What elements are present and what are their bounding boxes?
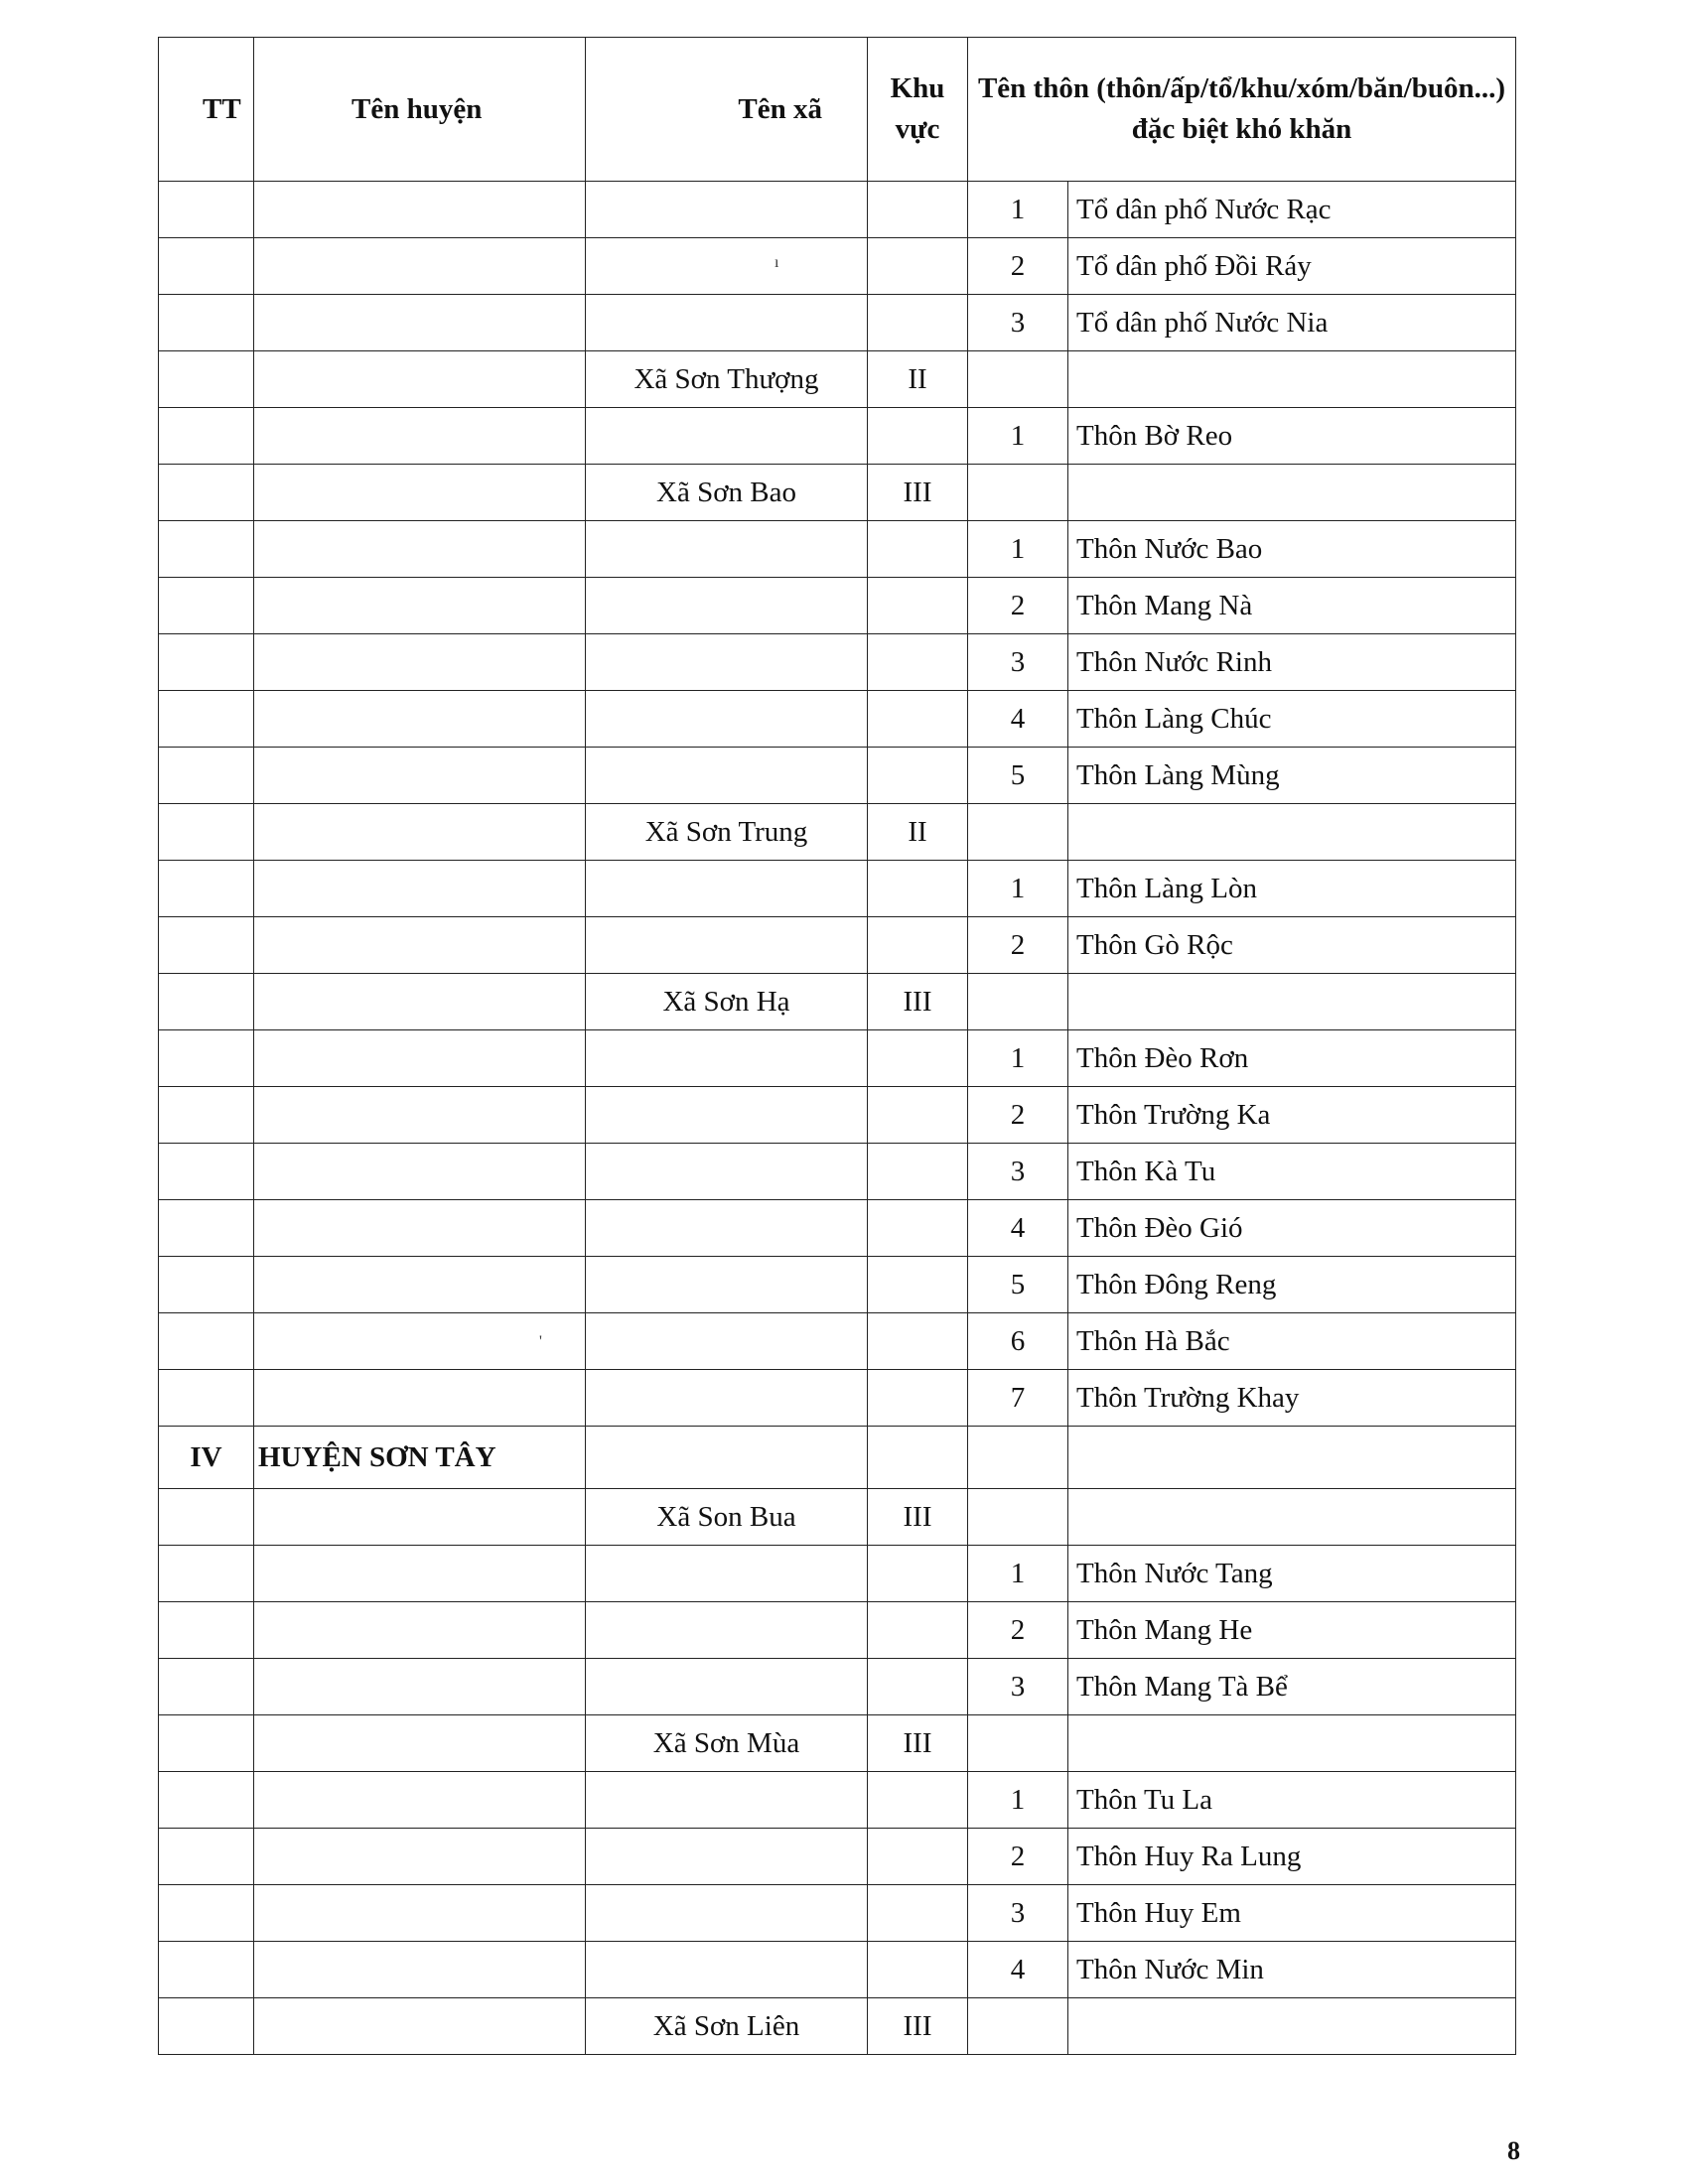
cell-area [868, 1257, 968, 1313]
cell-village-name: Tổ dân phố Đồi Ráy [1068, 238, 1516, 295]
cell-village-name: Thôn Nước Min [1068, 1942, 1516, 1998]
cell-commune [586, 1030, 868, 1087]
cell-area [868, 1370, 968, 1427]
cell-village-number: 4 [968, 1942, 1068, 1998]
table-row [159, 408, 1516, 465]
cell-village-number: 1 [968, 1772, 1068, 1829]
table-row [159, 1602, 1516, 1659]
cell-district [254, 1885, 586, 1942]
cell-village-number: 1 [968, 521, 1068, 578]
table-row [159, 1257, 1516, 1313]
cell-tt: IV [159, 1427, 254, 1489]
table-row [159, 974, 1516, 1030]
cell-tt [159, 1144, 254, 1200]
cell-commune: Xã Son Bua [586, 1489, 868, 1546]
cell-village-name: Thôn Huy Ra Lung [1068, 1829, 1516, 1885]
cell-area [868, 238, 968, 295]
cell-village-name [1068, 1715, 1516, 1772]
cell-area [868, 1772, 968, 1829]
cell-village-name: Thôn Làng Lòn [1068, 861, 1516, 917]
cell-tt [159, 691, 254, 748]
cell-district [254, 804, 586, 861]
table-row [159, 1829, 1516, 1885]
cell-tt [159, 1370, 254, 1427]
cell-village-name: Thôn Làng Chúc [1068, 691, 1516, 748]
cell-village-number: 2 [968, 578, 1068, 634]
cell-village-name [1068, 465, 1516, 521]
cell-district [254, 748, 586, 804]
table-row [159, 1087, 1516, 1144]
cell-commune [586, 1144, 868, 1200]
table-row [159, 1144, 1516, 1200]
table-row [159, 1370, 1516, 1427]
cell-tt [159, 748, 254, 804]
table-row [159, 238, 1516, 295]
table-row [159, 521, 1516, 578]
cell-tt [159, 465, 254, 521]
cell-commune [586, 1087, 868, 1144]
table-row [159, 1885, 1516, 1942]
cell-village-number: 5 [968, 1257, 1068, 1313]
cell-village-number: 1 [968, 1546, 1068, 1602]
cell-district [254, 1772, 586, 1829]
cell-village-number: 5 [968, 748, 1068, 804]
cell-village-name: Thôn Gò Rộc [1068, 917, 1516, 974]
cell-village-number: 6 [968, 1313, 1068, 1370]
cell-village-name: Thôn Đèo Gió [1068, 1200, 1516, 1257]
cell-area: II [868, 804, 968, 861]
table-row [159, 295, 1516, 351]
cell-district [254, 1313, 586, 1370]
cell-tt [159, 1087, 254, 1144]
cell-tt [159, 1942, 254, 1998]
cell-village-number: 1 [968, 1030, 1068, 1087]
table-row [159, 1030, 1516, 1087]
scan-mark: ' [539, 1333, 542, 1350]
table-row [159, 861, 1516, 917]
cell-tt [159, 1489, 254, 1546]
cell-area: III [868, 465, 968, 521]
cell-village-number: 7 [968, 1370, 1068, 1427]
cell-commune [586, 1829, 868, 1885]
table-row [159, 351, 1516, 408]
cell-tt [159, 408, 254, 465]
cell-village-number: 3 [968, 1144, 1068, 1200]
cell-village-number: 2 [968, 238, 1068, 295]
cell-district [254, 1659, 586, 1715]
cell-tt [159, 1998, 254, 2055]
village-table [158, 37, 1516, 2055]
table-row [159, 1200, 1516, 1257]
cell-village-number [968, 804, 1068, 861]
cell-commune: Xã Sơn Thượng [586, 351, 868, 408]
cell-tt [159, 1715, 254, 1772]
cell-village-number: 4 [968, 691, 1068, 748]
cell-area: III [868, 1998, 968, 2055]
cell-commune [586, 861, 868, 917]
cell-village-name: Thôn Trường Khay [1068, 1370, 1516, 1427]
cell-district [254, 1489, 586, 1546]
table-row [159, 1546, 1516, 1602]
table-row [159, 1772, 1516, 1829]
cell-district: HUYỆN SƠN TÂY [254, 1427, 586, 1489]
cell-village-name: Thôn Nước Tang [1068, 1546, 1516, 1602]
cell-tt [159, 917, 254, 974]
cell-commune [586, 1546, 868, 1602]
cell-district [254, 1998, 586, 2055]
cell-village-name: Thôn Nước Bao [1068, 521, 1516, 578]
cell-village-number: 4 [968, 1200, 1068, 1257]
cell-commune [586, 182, 868, 238]
cell-village-name [1068, 1427, 1516, 1489]
cell-district [254, 578, 586, 634]
cell-area [868, 1087, 968, 1144]
cell-area [868, 1602, 968, 1659]
cell-district [254, 974, 586, 1030]
cell-village-number: 1 [968, 182, 1068, 238]
cell-village-name [1068, 974, 1516, 1030]
table-header-row [159, 38, 1516, 182]
cell-district [254, 1257, 586, 1313]
cell-village-name [1068, 351, 1516, 408]
header-village: Tên thôn (thôn/ấp/tổ/khu/xóm/băn/buôn...) đặc biệt khó khăn [968, 38, 1516, 182]
cell-area [868, 861, 968, 917]
cell-village-number: 3 [968, 634, 1068, 691]
cell-commune [586, 1772, 868, 1829]
table-row [159, 804, 1516, 861]
cell-village-name: Thôn Đèo Rơn [1068, 1030, 1516, 1087]
cell-area [868, 1144, 968, 1200]
cell-area [868, 1030, 968, 1087]
cell-area [868, 917, 968, 974]
cell-tt [159, 1885, 254, 1942]
cell-village-name: Thôn Trường Ka [1068, 1087, 1516, 1144]
table-row [159, 1715, 1516, 1772]
cell-village-number [968, 974, 1068, 1030]
cell-commune [586, 634, 868, 691]
cell-tt [159, 1257, 254, 1313]
cell-commune [586, 917, 868, 974]
cell-district [254, 408, 586, 465]
cell-tt [159, 238, 254, 295]
cell-village-name: Thôn Huy Em [1068, 1885, 1516, 1942]
cell-area [868, 578, 968, 634]
cell-commune [586, 408, 868, 465]
cell-commune [586, 691, 868, 748]
cell-village-name: Thôn Hà Bắc [1068, 1313, 1516, 1370]
cell-village-name: Thôn Nước Rinh [1068, 634, 1516, 691]
cell-district [254, 1200, 586, 1257]
cell-commune [586, 521, 868, 578]
cell-village-name: Thôn Mang Nà [1068, 578, 1516, 634]
cell-village-number: 2 [968, 1829, 1068, 1885]
cell-district [254, 691, 586, 748]
cell-village-number: 3 [968, 295, 1068, 351]
table-row [159, 1942, 1516, 1998]
cell-village-name [1068, 1489, 1516, 1546]
cell-commune: Xã Sơn Trung [586, 804, 868, 861]
cell-commune [586, 1885, 868, 1942]
cell-village-number [968, 1715, 1068, 1772]
cell-area [868, 521, 968, 578]
cell-district [254, 521, 586, 578]
cell-village-number: 2 [968, 1087, 1068, 1144]
cell-area [868, 1885, 968, 1942]
cell-village-number: 1 [968, 861, 1068, 917]
cell-village-number [968, 1998, 1068, 2055]
cell-village-number: 2 [968, 1602, 1068, 1659]
cell-village-name: Thôn Tu La [1068, 1772, 1516, 1829]
table-row [159, 465, 1516, 521]
cell-area: III [868, 1489, 968, 1546]
cell-district [254, 1144, 586, 1200]
cell-village-number [968, 465, 1068, 521]
cell-commune [586, 1370, 868, 1427]
cell-village-name: Thôn Làng Mùng [1068, 748, 1516, 804]
header-commune: Tên xã [586, 38, 868, 182]
table-row [159, 578, 1516, 634]
cell-district [254, 238, 586, 295]
cell-district [254, 1546, 586, 1602]
cell-commune [586, 1659, 868, 1715]
cell-district [254, 182, 586, 238]
cell-tt [159, 1659, 254, 1715]
cell-village-name: Thôn Đông Reng [1068, 1257, 1516, 1313]
cell-area [868, 1829, 968, 1885]
cell-village-number [968, 351, 1068, 408]
cell-tt [159, 351, 254, 408]
cell-district [254, 1942, 586, 1998]
cell-area [868, 691, 968, 748]
table-row [159, 634, 1516, 691]
table-row [159, 182, 1516, 238]
cell-village-number: 3 [968, 1885, 1068, 1942]
cell-district [254, 1602, 586, 1659]
scan-mark: ı [774, 254, 779, 271]
cell-area [868, 634, 968, 691]
cell-tt [159, 578, 254, 634]
cell-tt [159, 1030, 254, 1087]
table-row [159, 1998, 1516, 2055]
cell-commune [586, 1257, 868, 1313]
cell-area [868, 408, 968, 465]
cell-commune [586, 1942, 868, 1998]
cell-commune: Xã Sơn Hạ [586, 974, 868, 1030]
cell-village-name: Tổ dân phố Nước Nia [1068, 295, 1516, 351]
cell-area [868, 748, 968, 804]
cell-village-number: 2 [968, 917, 1068, 974]
cell-village-name: Thôn Mang Tà Bể [1068, 1659, 1516, 1715]
cell-tt [159, 1772, 254, 1829]
table-row [159, 917, 1516, 974]
cell-commune [586, 578, 868, 634]
cell-district [254, 295, 586, 351]
cell-tt [159, 1200, 254, 1257]
cell-commune [586, 295, 868, 351]
cell-district [254, 465, 586, 521]
header-tt: TT [159, 38, 254, 182]
cell-area [868, 1659, 968, 1715]
cell-tt [159, 804, 254, 861]
cell-area: II [868, 351, 968, 408]
cell-area [868, 1200, 968, 1257]
cell-tt [159, 1313, 254, 1370]
cell-district [254, 1370, 586, 1427]
cell-district [254, 1829, 586, 1885]
cell-village-number: 3 [968, 1659, 1068, 1715]
cell-district [254, 917, 586, 974]
cell-tt [159, 634, 254, 691]
cell-commune [586, 748, 868, 804]
cell-commune: Xã Sơn Bao [586, 465, 868, 521]
cell-village-name: Thôn Kà Tu [1068, 1144, 1516, 1200]
cell-commune [586, 1200, 868, 1257]
cell-tt [159, 1602, 254, 1659]
cell-district [254, 861, 586, 917]
cell-commune: Xã Sơn Mùa [586, 1715, 868, 1772]
cell-tt [159, 1829, 254, 1885]
cell-area: III [868, 974, 968, 1030]
cell-tt [159, 182, 254, 238]
cell-district [254, 1030, 586, 1087]
cell-area [868, 1313, 968, 1370]
cell-tt [159, 295, 254, 351]
table-row [159, 691, 1516, 748]
cell-village-name: Tổ dân phố Nước Rạc [1068, 182, 1516, 238]
cell-district [254, 1087, 586, 1144]
cell-commune: Xã Sơn Liên [586, 1998, 868, 2055]
cell-tt [159, 521, 254, 578]
cell-commune [586, 1427, 868, 1489]
cell-area [868, 1427, 968, 1489]
cell-commune [586, 238, 868, 295]
table-row [159, 1489, 1516, 1546]
cell-district [254, 634, 586, 691]
page-number: 8 [1507, 2136, 1520, 2165]
cell-area: III [868, 1715, 968, 1772]
cell-village-name: Thôn Mang He [1068, 1602, 1516, 1659]
cell-tt [159, 861, 254, 917]
district-row [159, 1427, 1516, 1489]
cell-village-name [1068, 1998, 1516, 2055]
cell-tt [159, 1546, 254, 1602]
cell-area [868, 1546, 968, 1602]
header-district: Tên huyện [254, 38, 586, 182]
cell-village-number [968, 1489, 1068, 1546]
cell-tt [159, 974, 254, 1030]
cell-village-number: 1 [968, 408, 1068, 465]
cell-area [868, 295, 968, 351]
cell-commune [586, 1313, 868, 1370]
cell-village-number [968, 1427, 1068, 1489]
cell-district [254, 351, 586, 408]
header-area: Khu vực [868, 38, 968, 182]
cell-area [868, 1942, 968, 1998]
table-row [159, 1313, 1516, 1370]
cell-village-name [1068, 804, 1516, 861]
table-row [159, 1659, 1516, 1715]
table-row [159, 748, 1516, 804]
cell-village-name: Thôn Bờ Reo [1068, 408, 1516, 465]
cell-commune [586, 1602, 868, 1659]
cell-district [254, 1715, 586, 1772]
cell-area [868, 182, 968, 238]
